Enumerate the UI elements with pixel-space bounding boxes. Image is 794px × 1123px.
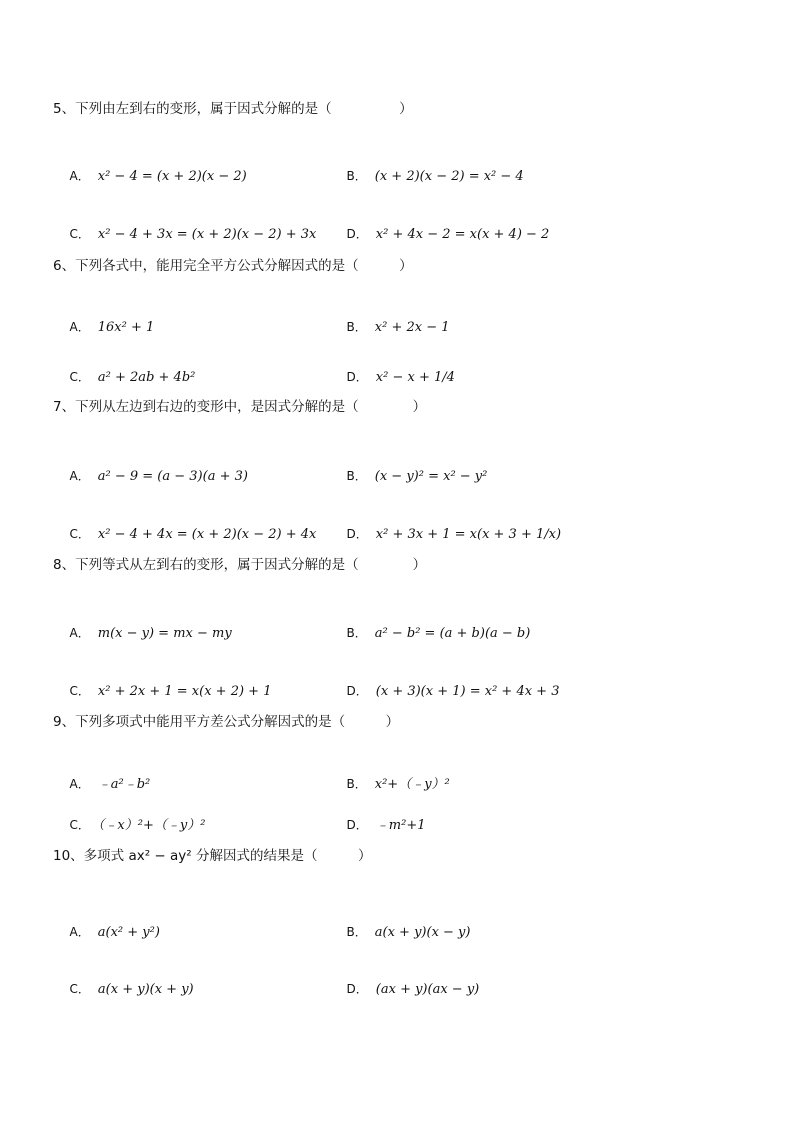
option-letter: B． bbox=[346, 320, 367, 334]
option-expression: x² + 4x − 2 = x(x + 4) − 2 bbox=[375, 227, 550, 242]
option-expression: a(x² + y²) bbox=[97, 925, 160, 940]
option-expression: a(x + y)(x + y) bbox=[97, 982, 194, 997]
option-letter: C． bbox=[69, 818, 90, 832]
option-letter: D． bbox=[346, 982, 368, 996]
option-expression: (ax + y)(ax − y) bbox=[375, 982, 480, 997]
option-expression: m(x − y) = mx − my bbox=[97, 626, 232, 641]
question-10-option-d bbox=[330, 962, 479, 1017]
option-expression: x² − 4 + 3x = (x + 2)(x − 2) + 3x bbox=[97, 227, 317, 242]
question-5-option-c bbox=[53, 207, 316, 262]
option-expression: x² + 2x + 1 = x(x + 2) + 1 bbox=[97, 684, 272, 699]
option-expression: (x − y)² = x² − y² bbox=[374, 469, 488, 484]
question-7-option-b bbox=[330, 449, 487, 504]
question-7-option-d bbox=[330, 507, 561, 562]
option-letter: D． bbox=[346, 527, 368, 541]
question-8-option-d bbox=[330, 664, 559, 719]
question-6-stem: 6、下列各式中，能用完全平方公式分解因式的是（ ） bbox=[53, 258, 413, 274]
option-expression: x² − 4 = (x + 2)(x − 2) bbox=[97, 169, 247, 184]
question-10-option-c bbox=[53, 962, 194, 1017]
option-expression: x² − x + 1/4 bbox=[375, 370, 455, 385]
option-expression: x² + 3x + 1 = x(x + 3 + 1/x) bbox=[375, 527, 562, 542]
option-letter: D． bbox=[346, 684, 368, 698]
question-9-stem: 9、下列多项式中能用平方差公式分解因式的是（ ） bbox=[53, 714, 400, 730]
option-expression: （﹣x）²+（﹣y）² bbox=[97, 818, 206, 833]
option-letter: A． bbox=[69, 626, 90, 640]
option-letter: A． bbox=[69, 169, 90, 183]
question-8-option-a bbox=[53, 606, 232, 661]
option-letter: D． bbox=[346, 818, 368, 832]
question-9-option-c bbox=[53, 798, 205, 853]
option-letter: C． bbox=[69, 227, 90, 241]
option-expression: ﹣m²+1 bbox=[375, 818, 426, 833]
option-letter: A． bbox=[69, 469, 90, 483]
option-expression: (x + 3)(x + 1) = x² + 4x + 3 bbox=[375, 684, 560, 699]
question-5-option-b bbox=[330, 149, 524, 204]
question-5-option-d bbox=[330, 207, 549, 262]
question-10-stem: 10、多项式 ax² − ay² 分解因式的结果是（ ） bbox=[53, 848, 372, 864]
option-expression: a² − b² = (a + b)(a − b) bbox=[374, 626, 531, 641]
question-6-option-b bbox=[330, 300, 450, 355]
question-5-option-a bbox=[53, 149, 247, 204]
option-expression: 16x² + 1 bbox=[97, 320, 155, 335]
option-letter: B． bbox=[346, 925, 367, 939]
question-6-option-a bbox=[53, 300, 154, 355]
question-8-option-c bbox=[53, 664, 271, 719]
option-letter: C． bbox=[69, 982, 90, 996]
option-expression: a² + 2ab + 4b² bbox=[97, 370, 196, 385]
option-expression: a² − 9 = (a − 3)(a + 3) bbox=[97, 469, 248, 484]
option-expression: ﹣a²﹣b² bbox=[97, 777, 151, 792]
option-letter: B． bbox=[346, 777, 367, 791]
question-10-option-b bbox=[330, 905, 470, 960]
question-10-option-a bbox=[53, 905, 160, 960]
question-8-option-b bbox=[330, 606, 530, 661]
question-7-option-a bbox=[53, 449, 248, 504]
option-letter: A． bbox=[69, 320, 90, 334]
question-8-stem: 8、下列等式从左到右的变形，属于因式分解的是（ ） bbox=[53, 557, 427, 573]
option-letter: B． bbox=[346, 626, 367, 640]
option-letter: C． bbox=[69, 684, 90, 698]
option-letter: D． bbox=[346, 370, 368, 384]
option-expression: x² + 2x − 1 bbox=[374, 320, 450, 335]
option-letter: C． bbox=[69, 370, 90, 384]
option-letter: C． bbox=[69, 527, 90, 541]
option-letter: D． bbox=[346, 227, 368, 241]
option-letter: A． bbox=[69, 777, 90, 791]
option-letter: B． bbox=[346, 469, 367, 483]
question-6-option-d bbox=[330, 350, 455, 405]
option-expression: (x + 2)(x − 2) = x² − 4 bbox=[374, 169, 524, 184]
option-expression: a(x + y)(x − y) bbox=[374, 925, 471, 940]
question-6-option-c bbox=[53, 350, 195, 405]
option-expression: x² − 4 + 4x = (x + 2)(x − 2) + 4x bbox=[97, 527, 317, 542]
option-letter: B． bbox=[346, 169, 367, 183]
question-9-option-d bbox=[330, 798, 425, 853]
question-7-option-c bbox=[53, 507, 316, 562]
option-expression: x²+（﹣y）² bbox=[374, 777, 450, 792]
question-5-stem: 5、下列由左到右的变形，属于因式分解的是（ ） bbox=[53, 101, 413, 117]
question-7-stem: 7、下列从左边到右边的变形中，是因式分解的是（ ） bbox=[53, 399, 427, 415]
option-letter: A． bbox=[69, 925, 90, 939]
